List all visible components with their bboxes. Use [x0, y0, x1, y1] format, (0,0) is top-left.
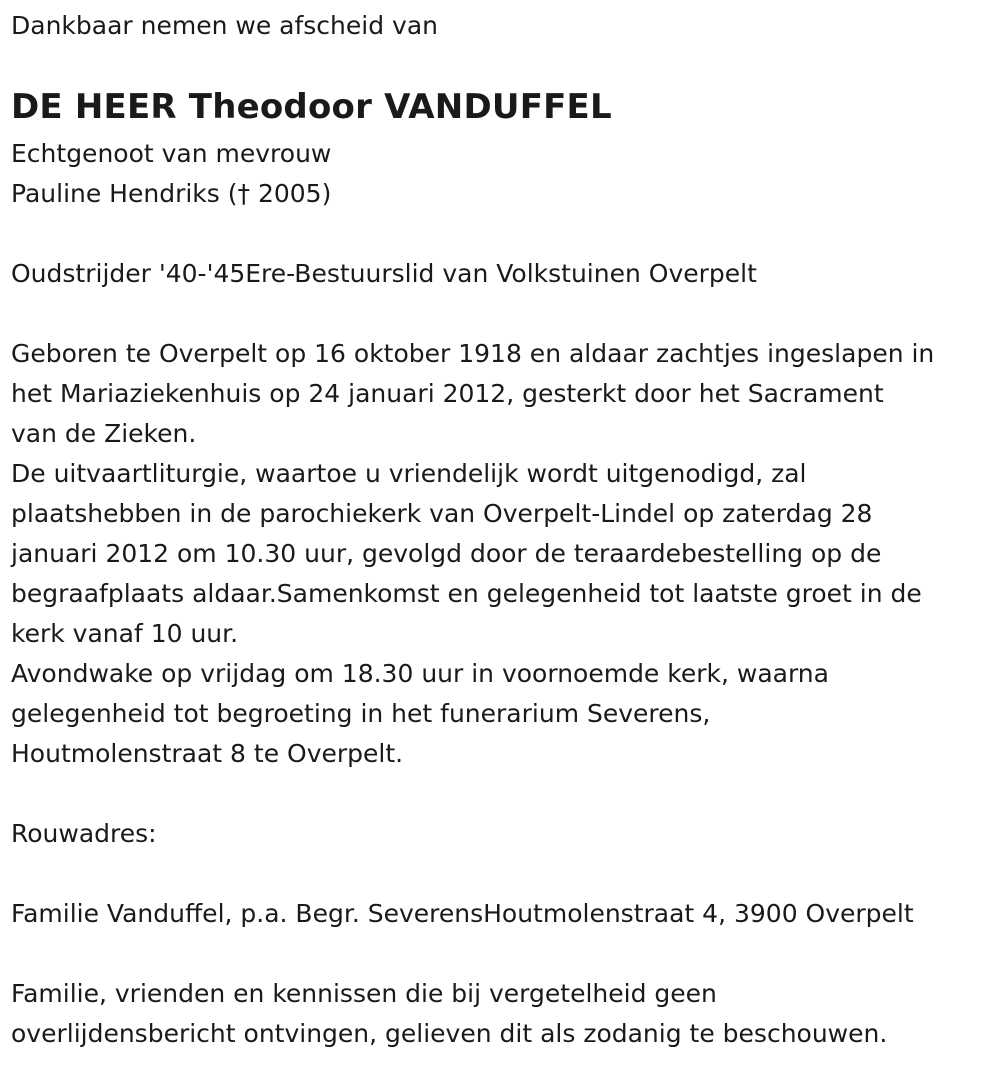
- body-block: [11, 334, 934, 774]
- spouse-death-year: 2005): [250, 179, 332, 208]
- address-text: Familie Vanduffel, p.a. Begr. SeverensHoutmolenstraat 4, 3900 Overpelt: [11, 899, 914, 928]
- titles-block: [11, 254, 757, 294]
- body-line: De uitvaartliturgie, waartoe u vriendelijk wordt uitgenodigd, zal: [11, 459, 807, 488]
- closing-line: Familie, vrienden en kennissen die bij vergetelheid geen: [11, 979, 717, 1008]
- body-line: begraafplaats aldaar.Samenkomst en gelegenheid tot laatste groet in de: [11, 579, 922, 608]
- closing-block: [11, 974, 887, 1054]
- body-line: het Mariaziekenhuis op 24 januari 2012, gesterkt door het Sacrament: [11, 379, 884, 408]
- address-block: [11, 894, 914, 934]
- deceased-name: DE HEER Theodoor VANDUFFEL: [11, 87, 612, 127]
- cross-icon: †: [237, 179, 251, 208]
- spouse-line-1: Echtgenoot van mevrouw: [11, 139, 332, 168]
- body-line: Avondwake op vrijdag om 18.30 uur in voornoemde kerk, waarna: [11, 659, 829, 688]
- body-line: gelegenheid tot begroeting in het funerarium Severens,: [11, 699, 711, 728]
- address-label-block: [11, 814, 157, 854]
- body-line: van de Zieken.: [11, 419, 197, 448]
- body-line: plaatshebben in de parochiekerk van Overpelt-Lindel op zaterdag 28: [11, 499, 873, 528]
- spouse-block: [11, 134, 331, 214]
- intro-text: Dankbaar nemen we afscheid van: [11, 11, 438, 40]
- body-line: januari 2012 om 10.30 uur, gevolgd door de teraardebestelling op de: [11, 539, 882, 568]
- spouse-line-2: [11, 174, 331, 214]
- body-line: Houtmolenstraat 8 te Overpelt.: [11, 739, 404, 768]
- closing-line: overlijdensbericht ontvingen, gelieven dit als zodanig te beschouwen.: [11, 1019, 888, 1048]
- titles-text: Oudstrijder '40-'45Ere-Bestuurslid van Volkstuinen Overpelt: [11, 259, 757, 288]
- body-line: kerk vanaf 10 uur.: [11, 619, 239, 648]
- address-label: Rouwadres:: [11, 819, 157, 848]
- body-line: Geboren te Overpelt op 16 oktober 1918 en aldaar zachtjes ingeslapen in: [11, 339, 935, 368]
- spouse-name: Pauline Hendriks (: [11, 179, 238, 208]
